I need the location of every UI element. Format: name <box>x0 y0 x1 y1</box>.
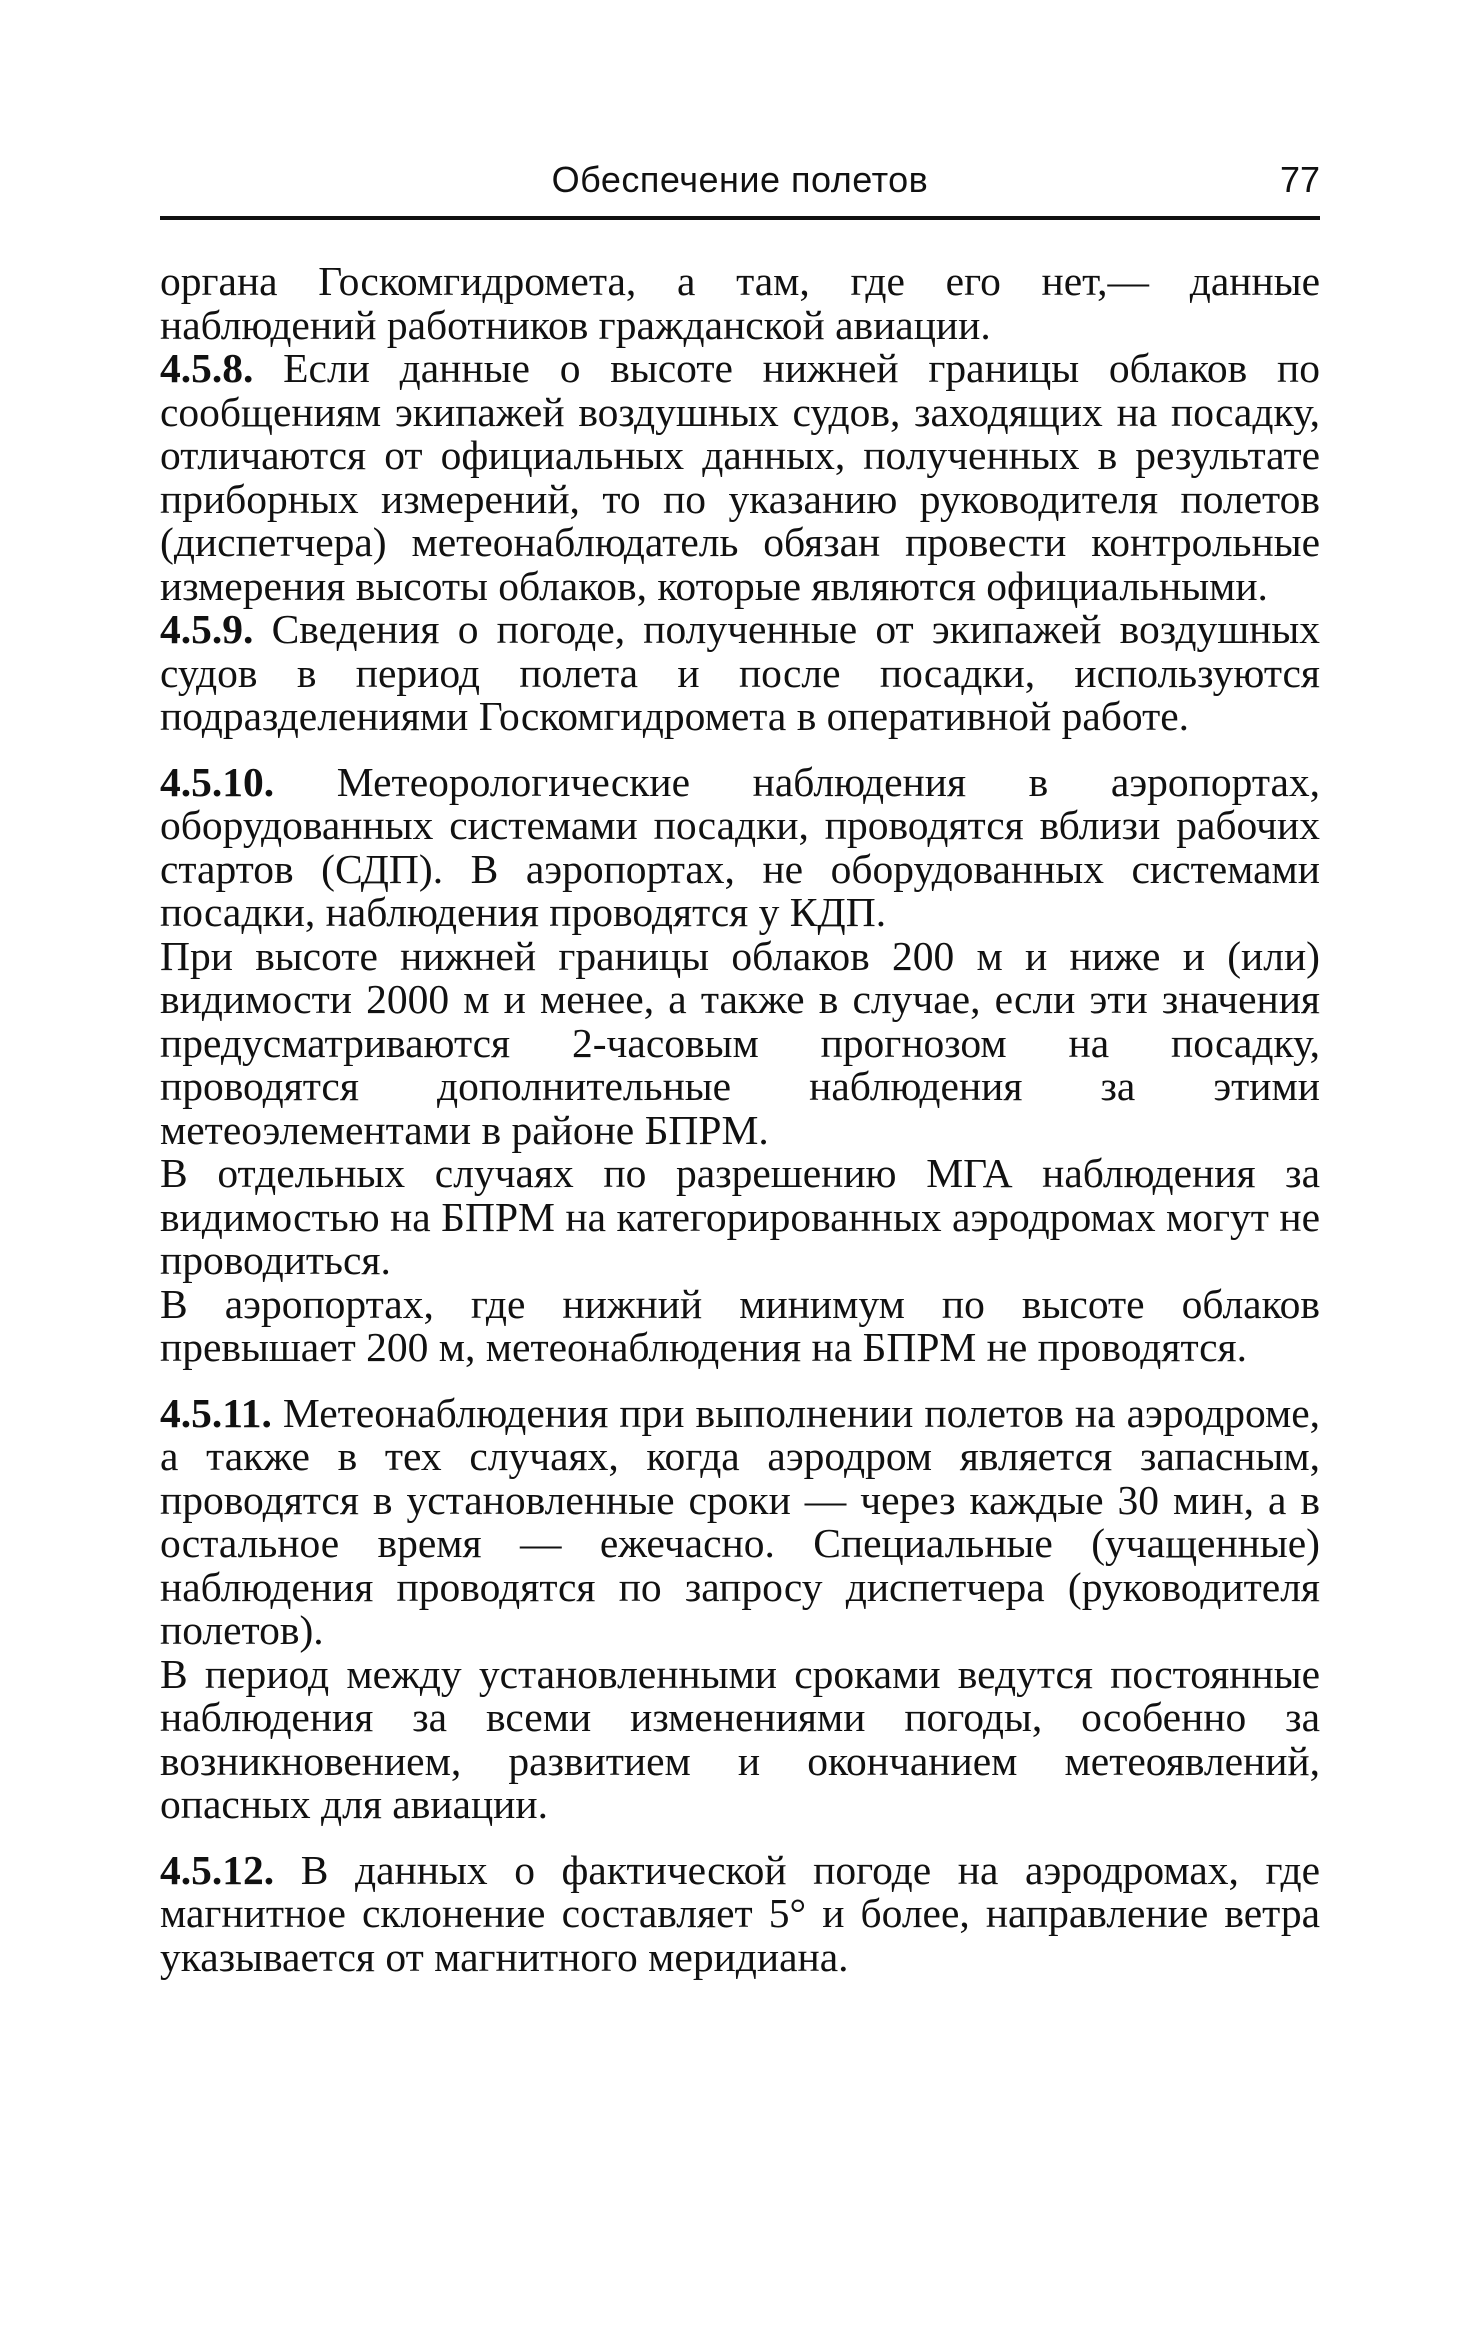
paragraph-4-5-9 <box>160 608 1320 739</box>
paragraph-4-5-10-d <box>160 1280 1320 1370</box>
paragraph-4-5-11 <box>160 1389 1320 1653</box>
section-number: 4.5.9. <box>160 606 254 652</box>
paragraph-text: Метеонаблюдения при выполнении полетов на аэродроме, а также в тех случаях, когда аэродром является запасным, проводятся в установленные сроки — через каждые 30 мин, а в остальное время — ежечасно. Специальные (учащенные) наблюдения проводятся по запросу диспетчера (руководителя полетов). <box>160 1389 1320 1653</box>
paragraph-text: органа Госкомгидромета, а там, где его нет,— данные наблюдений работников гражданской авиации. <box>160 258 1320 348</box>
body-text <box>160 260 1320 1979</box>
paragraph-text: В отдельных случаях по разрешению МГА наблюдения за видимостью на БПРМ на категорированных аэродромах могут не проводиться. <box>160 1150 1320 1283</box>
running-header <box>160 155 1320 205</box>
paragraph-4-5-10 <box>160 758 1321 935</box>
paragraph-4-5-10-b <box>160 932 1320 1153</box>
section-number: 4.5.11. <box>160 1389 272 1436</box>
paragraph-text: Метеорологические наблюдения в аэропортах, оборудованных системами посадки, проводятся вблизи рабочих стартов (СДП). В аэропортах, не оборудованных системами посадки, наблюдения проводятся у КДП. <box>160 758 1321 935</box>
page-number: 77 <box>1279 159 1320 200</box>
paragraph-4-5-8 <box>160 347 1320 608</box>
header-rule <box>160 216 1320 220</box>
paragraph-text: При высоте нижней границы облаков 200 м и ниже и (или) видимости 2000 м и менее, а также в случае, если эти значения предусматриваются 2-часовым прогнозом на посадку, проводятся дополнительные наблюдения за этими метеоэлементами в районе БПРМ. <box>160 932 1320 1153</box>
paragraph-4-5-12 <box>160 1846 1320 1980</box>
paragraph-4-5-11-b <box>160 1650 1320 1827</box>
page-title: Обеспечение полетов <box>551 159 929 200</box>
section-number: 4.5.12. <box>160 1846 275 1893</box>
paragraph-text: Если данные о высоте нижней границы облаков по сообщениям экипажей воздушных судов, заходящих на посадку, отличаются от официальных данных, полученных в результате приборных измерений, то по указанию руководителя полетов (диспетчера) метеонаблюдатель обязан провести контрольные измерения высоты облаков, которые являются официальными. <box>160 345 1320 609</box>
paragraph-text: В аэропортах, где нижний минимум по высоте облаков превышает 200 м, метеонаблюдения на БПРМ не проводятся. <box>160 1280 1320 1370</box>
paragraph-4-5-10-c <box>160 1152 1320 1283</box>
paragraph-text: В период между установленными сроками ведутся постоянные наблюдения за всеми изменениями погоды, особенно за возникновением, развитием и окончанием метеоявлений, опасных для авиации. <box>160 1650 1320 1827</box>
paragraph-text: В данных о фактической погоде на аэродромах, где магнитное склонение составляет 5° и более, направление ветра указывается от магнитного меридиана. <box>160 1846 1320 1980</box>
section-number: 4.5.8. <box>160 345 254 391</box>
section-number: 4.5.10. <box>160 758 275 805</box>
paragraph-text: Сведения о погоде, полученные от экипажей воздушных судов в период полета и после посадки, используются подразделениями Госкомгидромета в оперативной работе. <box>160 606 1321 739</box>
paragraph-continuation <box>160 260 1320 347</box>
